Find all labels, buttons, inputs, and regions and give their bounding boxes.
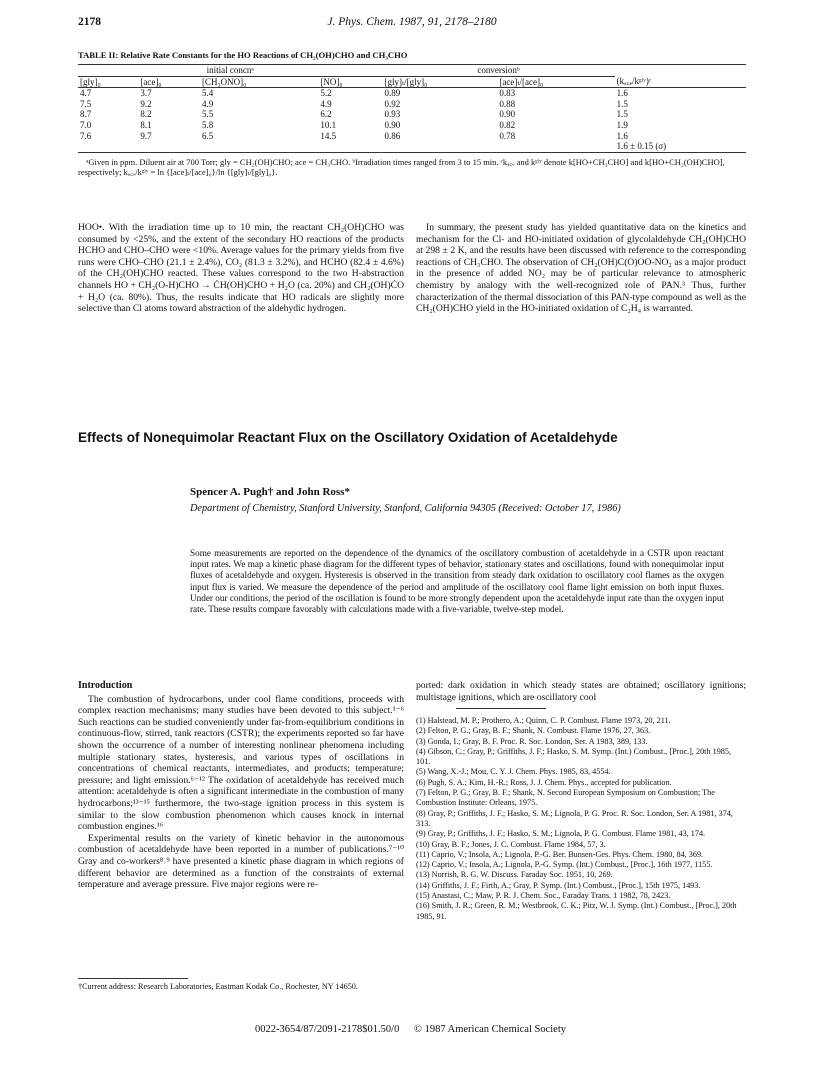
reference: (7) Felton, P. G.; Gray, B. F.; Shank, N. Second European Symposium on Combustion; The Combustion Institute: Orleans, 1975. [416, 788, 715, 808]
table-cell: 6.5 [202, 130, 214, 141]
table-cell: 1.6 [616, 88, 628, 99]
table-cell: 7.5 [80, 98, 92, 109]
paragraph: In summary, the present study has yielded quantitative data on the kinetics and mechanism for the Cl- and HO-initiated oxidation of glycolaldehyde CH₂(OH)CHO at 298 ± 2 K, and the results have been discussed with reference to the corresponding reactions of CH₃CHO. The observation of CH₂(OH)C(O)OO-NO₂ as a major product in the presence of added NO₂ may be of particular relevance to atmospheric chemistry by analogy with the well-recognized role of PAN.³ Thus, further characterization of the thermal dissociation of this PAN-type compound as well as the CH₂(OH)CHO yield in the HO-initiated oxidation of C₂H₄ is warranted. [416, 222, 746, 315]
references [416, 716, 746, 922]
reference: (3) Gonda, I.; Gray, B. F. Proc. R. Soc. London, Ser. A 1983, 389, 133. [416, 736, 648, 746]
abstract: Some measurements are reported on the dependence of the dynamics of the oscillatory combustion of acetaldehyde in a CSTR upon reactant input rates. We map a kinetic phase diagram for the different types of behavior, stationary states and oscillations, found with nonequimolar input fluxes of acetaldehyde and oxygen. Hysteresis is observed in the transition from steady dark oxidation to oscillatory cool flames as the oxygen input flux is varied. We measure the dependence of the period and amplitude of the oscillatory cool flame light emission on both input fluxes. Under our conditions, the period of the oscillation is found to be more strongly dependent upon the acetaldehyde input rate than the oxygen input rate. These results compare favorably with calculations made with a five-variable, twelve-step model. [190, 548, 724, 615]
reference: (9) Gray, P.; Griffiths, J. F.; Hasko, S. M.; Lignola, P. G. Combust. Flame 1981, 43, 174. [416, 829, 706, 839]
table-row [78, 88, 746, 99]
table-cell: 1.5 [616, 109, 628, 120]
page-footer [0, 1024, 821, 1035]
table-cell: 0.78 [499, 130, 516, 141]
authors: Spencer A. Pugh† and John Ross* [190, 486, 350, 498]
rate-constants-table [78, 64, 746, 153]
table-cell: 1.5 [616, 98, 628, 109]
column-header: (kₐ꜀ₑ/kᵍˡʸ)ᶜ [615, 76, 746, 88]
section-heading-introduction: Introduction [78, 680, 133, 691]
table-cell: 5.2 [320, 88, 332, 99]
table-cell: 0.89 [384, 88, 401, 99]
reference: (1) Halstead, M. P.; Prothero, A.; Quinn, C. P. Combust. Flame 1973, 20, 211. [416, 716, 671, 725]
references-rule [456, 708, 546, 709]
table-cell: 8.7 [80, 109, 92, 120]
table-cell: 6.2 [320, 109, 332, 120]
paragraph: HOO•. With the irradiation time up to 10 min, the reactant CH₂(OH)CHO was consumed by <25%, and the extent of the secondary HO reactions of the products HCHO and CHO–CHO were <10%. Average values for the primary yields from five runs were CHO–CHO (21.1 ± 2.4%), CO₂ (81.3 ± 3.2%), and HCHO (82.4 ± 4.6%) of the CH₂(OH)CHO reacted. These values correspond to the two H-abstraction channels HO + CH₂(O-H)CHO → ĊH(OH)CHO + H₂O (ca. 20%) and CH₂(OH)ĊO + H₂O (ca. 80%). Thus, the results indicate that HO radicals are slightly more selective than Cl atoms toward abstraction of the aldehydic hydrogen. [78, 222, 404, 315]
table-ii [78, 50, 746, 178]
column-header: [ace]ₜ/[ace]₀ [497, 76, 614, 88]
reference: (10) Gray, B. F.; Jones, J. C. Combust. Flame 1984, 57, 3. [416, 839, 606, 849]
table-cell: 0.82 [499, 119, 516, 130]
table-row [78, 99, 746, 110]
reference: (2) Felton, P. G.; Gray, B. F.; Shank, N. Combust. Flame 1976, 27, 363. [416, 726, 651, 736]
table-cell: 3.7 [140, 88, 152, 99]
paragraph: Experimental results on the variety of kinetic behavior in the autonomous combustion of acetaldehyde have been reported in a number of publications.⁷⁻¹⁰ Gray and co-workers⁸˒⁹ have presented a kinetic phase diagram in which regions of different behavior are determined as a function of the constraints of external temperature and average pressure. Five major regions were re- [78, 832, 404, 891]
affiliation: Department of Chemistry, Stanford University, Stanford, California 94305 (Received: October 17, 1986) [190, 503, 621, 514]
copyright: © 1987 American Chemical Society [413, 1024, 567, 1035]
prev-article-left-column [78, 222, 404, 315]
introduction-right-column [416, 680, 746, 703]
table-cell: 0.93 [384, 109, 401, 120]
table-cell: 1.6 [616, 130, 628, 141]
table-cell: 5.5 [202, 109, 214, 120]
table-cell: 0.92 [384, 98, 401, 109]
article-title: Effects of Nonequimolar Reactant Flux on the Oscillatory Oxidation of Acetaldehyde [78, 430, 618, 445]
page-number: 2178 [78, 16, 101, 28]
group-header-initial: initial concnᵃ [78, 65, 382, 77]
reference: (6) Pugh, S. A.; Kim, H.-R.; Ross, J. J. Chem. Phys., accepted for publication. [416, 777, 672, 787]
journal-citation: J. Phys. Chem. 1987, 91, 2178–2180 [327, 16, 497, 28]
table-cell: 4.7 [80, 88, 92, 99]
column-header: [ace]₀ [138, 76, 200, 88]
introduction-left-column [78, 680, 404, 891]
column-header: [gly]ₜ/[gly]₀ [382, 76, 497, 88]
column-header: [NO]₀ [318, 76, 382, 88]
table-cell: 4.9 [320, 98, 332, 109]
reference: (14) Griffiths, J. F.; Firth, A.; Gray, P. Symp. (Int.) Combust., [Proc.], 15th 1975, 1493. [416, 880, 701, 890]
table-row [78, 120, 746, 131]
table-row [78, 131, 746, 142]
table-cell: 8.2 [140, 109, 152, 120]
group-header-conversion: conversionᵇ [382, 65, 614, 77]
prev-article-right-column [416, 222, 746, 315]
table-footnote: ᵃGiven in ppm. Diluent air at 700 Torr; gly = CH₂(OH)CHO; ace = CH₃CHO. ᵇIrradiation times ranged from 3 to 15 min. ᶜkₐ꜀ₑ and kᵍˡʸ denote k[HO+CH₃CHO] and k[HO+CH₂(OH)CHO], respectively; kₐ꜀ₑ/kᵍˡʸ = ln {[ace]ₜ/[ace]₀}/ln {[gly]ₜ/[gly]₀}. [78, 156, 725, 178]
paragraph: ported: dark oxidation in which steady states are obtained; oscillatory ignitions; multistage ignitions, which are oscillatory cool [416, 680, 746, 703]
summary-value: 1.6 ± 0.15 (σ) [615, 141, 746, 152]
reference: (13) Norrish, R. G. W. Discuss. Faraday Soc. 1951, 10, 269. [416, 870, 613, 880]
table-cell: 0.88 [499, 98, 516, 109]
running-head [78, 16, 746, 32]
column-header: [CH₃ONO]₀ [200, 76, 318, 88]
table-cell: 9.2 [140, 98, 152, 109]
table-cell: 14.5 [320, 130, 337, 141]
reference: (4) Gibson, C.; Gray, P.; Griffiths, J. F.; Hasko, S. M. Symp. (Int.) Combust., [Proc.], 20th 1985, 101. [416, 746, 732, 767]
footnote-rule [78, 978, 188, 979]
table-cell: 8.1 [140, 119, 152, 130]
reference: (12) Caprio, V.; Insola, A.; Lignola, P.-G. Symp. (Int.) Combust., [Proc.], 16th 1977, 1155. [416, 860, 713, 870]
table-cell: 0.83 [499, 88, 516, 99]
table-cell: 1.9 [616, 119, 628, 130]
table-cell: 0.90 [499, 109, 516, 120]
reference: (15) Anastasi, C.; Maw, P. R. J. Chem. Soc., Faraday Trans. 1 1982, 78, 2423. [416, 891, 671, 901]
reference: (5) Wang, X.-J.; Mou, C. Y. J. Chem. Phys. 1985, 83, 4554. [416, 767, 611, 777]
column-header: [gly]₀ [78, 76, 138, 88]
reference: (11) Caprio, V.; Insola, A.; Lignola, P.-G. Ber. Bunsen-Ges. Phys. Chem. 1980, 84, 369. [416, 849, 704, 859]
table-row [78, 109, 746, 120]
author-footnote: †Current address: Research Laboratories, Eastman Kodak Co., Rochester, NY 14650. [78, 982, 358, 991]
paragraph: The combustion of hydrocarbons, under cool flame conditions, proceeds with complex reaction mechanisms; many studies have been devoted to this subject.¹⁻⁶ Such reactions can be studied conveniently under far-from-equilibrium conditions in continuous-flow, stirred, tank reactors (CSTR); the experiments reported so far have shown the occurrence of a number of interesting nonlinear phenomena including multiple stationary states, hysteresis, and various types of oscillations in concentrations of chemical reactants, intermediates, and products; temperature; pressure; and light emission.⁶⁻¹² The oxidation of acetaldehyde has received much attention: acetaldehyde is often a significant intermediate in the combustion of many hydrocarbons;¹³⁻¹⁵ furthermore, the two-stage ignition process in this system is similar to the slow combustion phenomenon which causes knock in internal combustion engines.¹⁶ [78, 693, 404, 833]
table-cell: 9.7 [140, 130, 152, 141]
table-cell: 0.86 [384, 130, 401, 141]
table-caption: TABLE II: Relative Rate Constants for the HO Reactions of CH₂(OH)CHO and CH₃CHO [78, 50, 408, 60]
table-cell: 0.90 [384, 119, 401, 130]
table-cell: 7.6 [80, 130, 92, 141]
table-cell: 10.1 [320, 119, 337, 130]
table-cell: 4.9 [202, 98, 214, 109]
table-cell: 5.4 [202, 88, 214, 99]
article-code: 0022-3654/87/2091-2178$01.50/0 [254, 1024, 400, 1035]
table-cell: 7.0 [80, 119, 92, 130]
table-summary-row [78, 141, 746, 152]
reference: (16) Smith, J. R.; Green, R. M.; Westbrook, C. K.; Pitz, W. J. Symp. (Int.) Combust., [Proc.], 20th 1985, 91. [416, 901, 737, 921]
reference: (8) Gray, P.; Griffiths, J. F.; Hasko, S. M.; Lignola, P. G. Proc. R. Soc. London, Ser. A 1981, 374, 313. [416, 808, 733, 828]
table-cell: 5.8 [202, 119, 214, 130]
